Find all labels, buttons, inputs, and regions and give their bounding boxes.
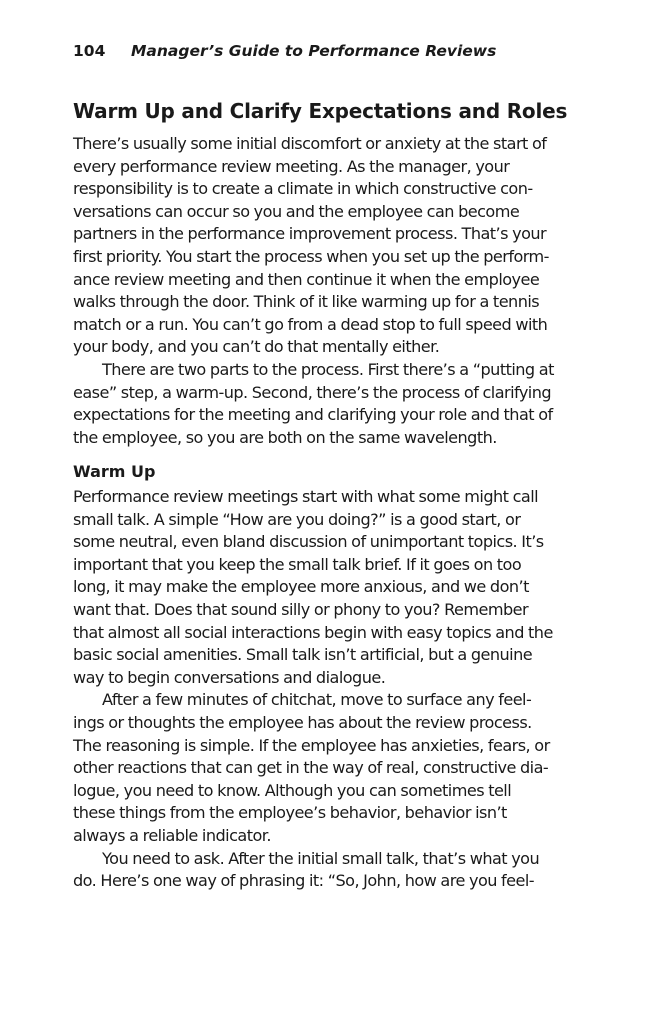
body-line: There are two parts to the process. First there’s a “putting at xyxy=(102,359,554,379)
body-line: ings or thoughts the employee has about the review process. xyxy=(73,712,532,732)
body-line: that almost all social interactions begin with easy topics and the xyxy=(73,622,553,642)
body-line: always a reliable indicator. xyxy=(73,825,271,845)
body-line: want that. Does that sound silly or phony to you? Remember xyxy=(73,599,529,619)
subsection-heading: Warm Up xyxy=(73,462,156,481)
body-line: partners in the performance improvement process. That’s your xyxy=(73,224,547,244)
body-line: logue, you need to know. Although you can sometimes tell xyxy=(73,780,512,800)
body-line: versations can occur so you and the employee can become xyxy=(73,201,520,221)
body-line: match or a run. You can’t go from a dead stop to full speed with xyxy=(73,314,548,334)
page-number: 104 xyxy=(73,42,106,60)
body-line: small talk. A simple “How are you doing?” is a good start, or xyxy=(73,509,521,529)
body-line: long, it may make the employee more anxious, and we don’t xyxy=(73,577,529,597)
body-line: do. Here’s one way of phrasing it: “So, John, how are you feel- xyxy=(73,871,535,891)
body-line: You need to ask. After the initial small talk, that’s what you xyxy=(102,848,540,868)
body-line: the employee, so you are both on the same wavelength. xyxy=(73,427,497,447)
running-head xyxy=(73,42,496,60)
book-title: Manager’s Guide to Performance Reviews xyxy=(131,42,497,60)
body-line: ease” step, a warm-up. Second, there’s the process of clarifying xyxy=(73,382,552,402)
body-line: important that you keep the small talk brief. If it goes on too xyxy=(73,554,522,574)
body-line: walks through the door. Think of it like warming up for a tennis xyxy=(73,292,540,312)
body-line: ance review meeting and then continue it when the employee xyxy=(73,269,540,289)
body-line: first priority. You start the process when you set up the perform- xyxy=(73,246,549,266)
body-line: There’s usually some initial discomfort or anxiety at the start of xyxy=(73,134,547,153)
section-heading: Warm Up and Clarify Expectations and Roles xyxy=(73,99,568,123)
body-line: expectations for the meeting and clarifying your role and that of xyxy=(73,405,553,425)
body-line: other reactions that can get in the way of real, constructive dia- xyxy=(73,758,549,778)
body-line: The reasoning is simple. If the employee has anxieties, fears, or xyxy=(73,735,550,755)
body-line: these things from the employee’s behavior, behavior isn’t xyxy=(73,803,507,823)
body-line: Performance review meetings start with what some might call xyxy=(73,487,539,506)
section-body xyxy=(73,133,593,449)
body-line: some neutral, even bland discussion of unimportant topics. It’s xyxy=(73,532,544,552)
body-line: your body, and you can’t do that mentally either. xyxy=(73,337,440,357)
subsection-body xyxy=(73,486,593,893)
body-line: responsibility is to create a climate in which constructive con- xyxy=(73,179,533,199)
body-line: way to begin conversations and dialogue. xyxy=(73,667,386,687)
body-line: After a few minutes of chitchat, move to surface any feel- xyxy=(102,690,532,710)
body-line: every performance review meeting. As the manager, your xyxy=(73,156,510,176)
body-line: basic social amenities. Small talk isn’t artificial, but a genuine xyxy=(73,645,533,665)
